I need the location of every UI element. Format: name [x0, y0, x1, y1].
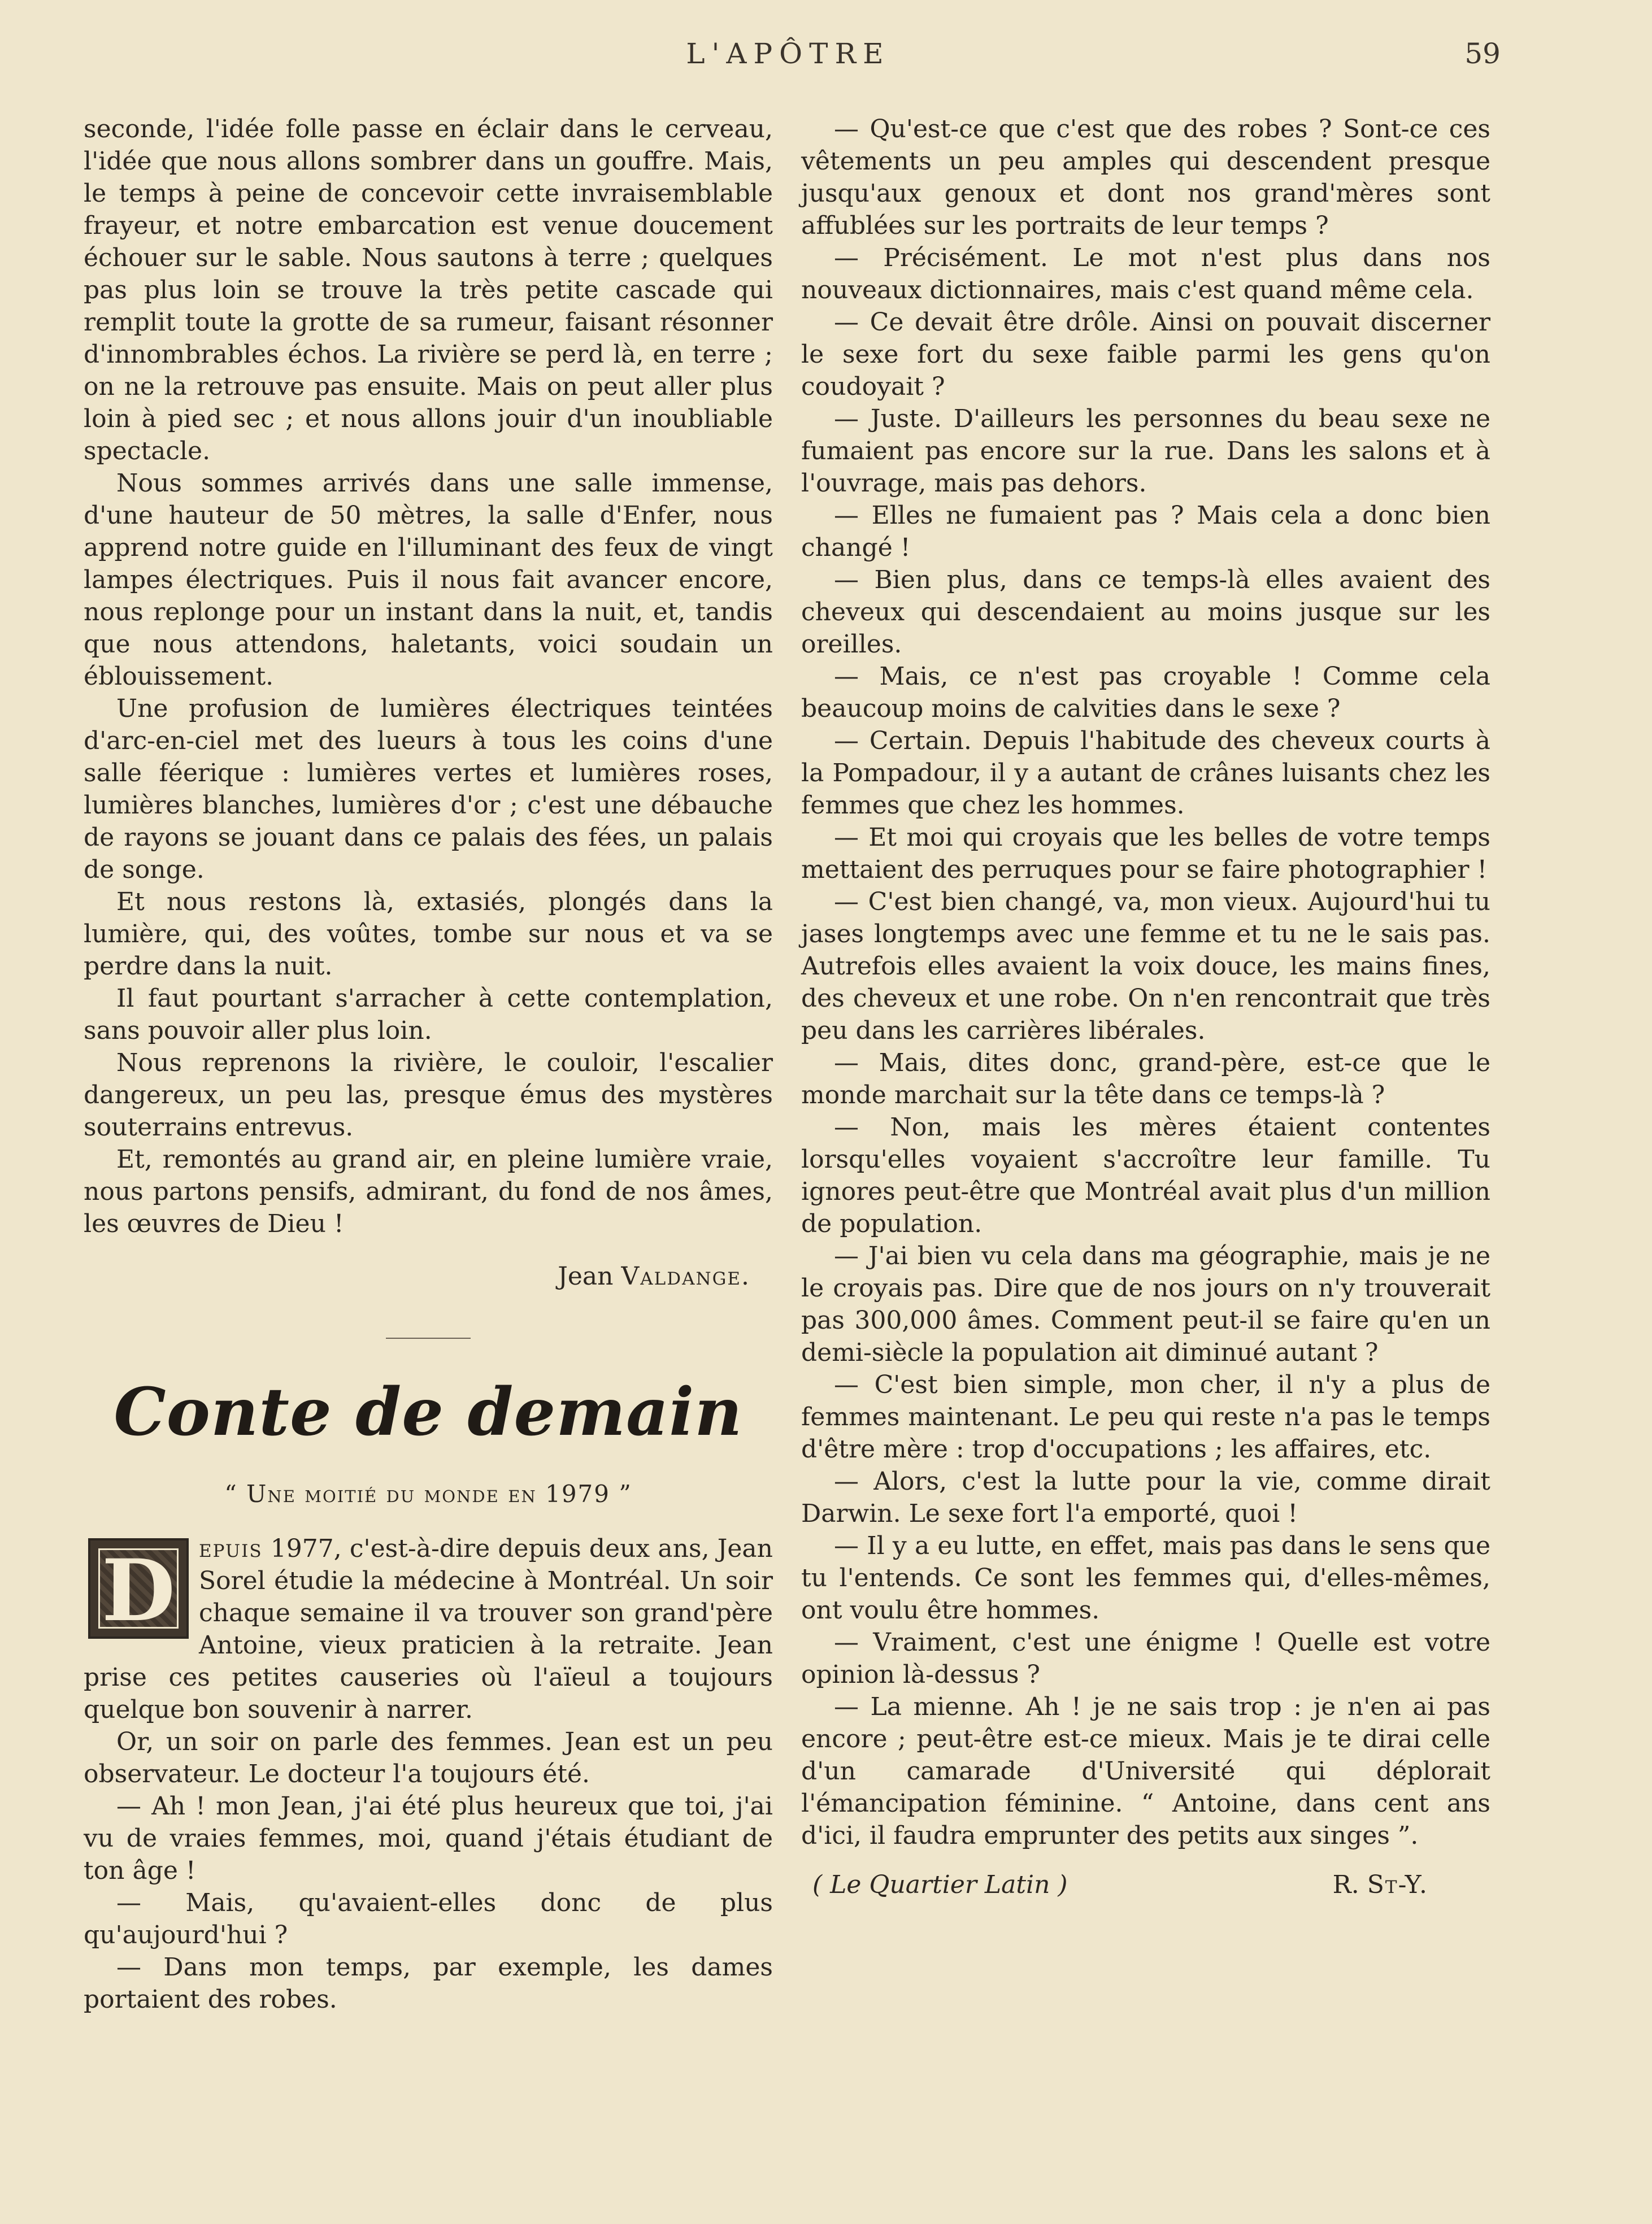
- dialogue-line: — Mais, dites donc, grand-père, est-ce que le monde marchait sur la tête dans ce temps-là ?: [801, 1048, 1490, 1109]
- dialogue-line: — Qu'est-ce que c'est que des robes ? Sont-ce ces vêtements un peu amples qui descendent presque jusqu'aux genoux et dont nos grand'mères sont affublées sur les portraits de leur temps ?: [801, 115, 1490, 240]
- story-section: [84, 1373, 773, 2016]
- dialogue-line: — Vraiment, c'est une énigme ! Quelle est votre opinion là-dessus ?: [801, 1628, 1490, 1689]
- dialogue-line: — Juste. D'ailleurs les personnes du beau sexe ne fumaient pas encore sur la rue. Dans les salons et à l'ouvrage, mais pas dehors.: [801, 404, 1490, 498]
- section-divider: [386, 1338, 471, 1339]
- story-author-last: St-Y.: [1367, 1870, 1428, 1899]
- author-first-name: Jean: [558, 1262, 614, 1291]
- article-paragraph: Et nous restons là, extasiés, plongés dans la lumière, qui, des voûtes, tombe sur nous et va se perdre dans la nuit.: [84, 887, 773, 981]
- dialogue-line: — Mais, ce n'est pas croyable ! Comme cela beaucoup moins de calvities dans le sexe ?: [801, 662, 1490, 723]
- story-author: [1333, 1869, 1428, 1901]
- article-signature: [84, 1260, 750, 1292]
- dialogue-line: — Ce devait être drôle. Ainsi on pouvait discerner le sexe fort du sexe faible parmi les gens qu'on coudoyait ?: [801, 308, 1490, 401]
- dialogue-line: — Dans mon temps, par exemple, les dames portaient des robes.: [84, 1953, 773, 2014]
- article-paragraph: Une profusion de lumières électriques teintées d'arc-en-ciel met des lueurs à tous les coins d'une salle féerique : lumières vertes et lumières roses, lumières blanches, lumières d'or ; c'est une débauche de rayons se jouant dans ce palais des fées, un palais de songe.: [84, 694, 773, 884]
- author-last-name: Valdange.: [621, 1262, 750, 1291]
- article-paragraph: Nous sommes arrivés dans une salle immense, d'une hauteur de 50 mètres, la salle d'Enfer, nous apprend notre guide en l'illuminant des feux de vingt lampes électriques. Puis il nous fait avancer encore, nous replonge pour un instant dans la nuit, et, tandis que nous attendons, haletants, voici soudain un éblouissement.: [84, 469, 773, 691]
- story-paragraph: [84, 1533, 773, 1726]
- article-paragraph: Nous reprenons la rivière, le couloir, l'escalier dangereux, un peu las, presque émus des mystères souterrains entrevus.: [84, 1048, 773, 1142]
- intro-smallcaps: epuis: [199, 1534, 263, 1563]
- article-paragraph: Et, remontés au grand air, en pleine lumière vraie, nous partons pensifs, admirant, du fond de nos âmes, les œuvres de Dieu !: [84, 1145, 773, 1238]
- dialogue-line: — Il y a eu lutte, en effet, mais pas dans le sens que tu l'entends. Ce sont les femmes qui, d'elles-mêmes, ont voulu être hommes.: [801, 1531, 1490, 1625]
- article-continuation: [84, 113, 773, 1292]
- story-paragraph: Or, un soir on parle des femmes. Jean est un peu observateur. Le docteur l'a toujours été.: [84, 1727, 773, 1788]
- dialogue-line: — Certain. Depuis l'habitude des cheveux courts à la Pompadour, il y a autant de crânes luisants chez les femmes que chez les hommes.: [801, 726, 1490, 820]
- story-author-first: R.: [1332, 1870, 1359, 1899]
- right-column: [801, 113, 1490, 1901]
- dialogue-line: — Non, mais les mères étaient contentes lorsqu'elles voyaient s'accroître leur famille. Tu ignores peut-être que Montréal avait plus d'un million de population.: [801, 1113, 1490, 1238]
- dialogue-line: — C'est bien changé, va, mon vieux. Aujourd'hui tu jases longtemps avec une femme et tu ne le sais pas. Autrefois elles avaient la voix douce, les mains fines, des cheveux et une robe. On n'en rencontrait que très peu dans les carrières libérales.: [801, 887, 1490, 1045]
- running-title: L'APÔTRE: [686, 37, 890, 70]
- dialogue-line: — Ah ! mon Jean, j'ai été plus heureux que toi, j'ai vu de vraies femmes, moi, quand j'étais étudiant de ton âge !: [84, 1792, 773, 1885]
- left-column: [84, 113, 773, 2016]
- intro-text: 1977, c'est-à-dire depuis deux ans, Jean Sorel étudie la médecine à Montréal. Un soir chaque semaine il va trouver son grand'père Antoine, vieux praticien à la retraite. Jean prise ces petites causeries où l'aïeul a toujours quelque bon souvenir à narrer.: [84, 1534, 773, 1724]
- dropcap-letter: D: [101, 1541, 176, 1640]
- dialogue-line: — Mais, qu'avaient-elles donc de plus qu'aujourd'hui ?: [84, 1888, 773, 1949]
- dialogue-line: — Précisément. Le mot n'est plus dans nos nouveaux dictionnaires, mais c'est quand même cela.: [801, 243, 1490, 304]
- article-paragraph: Il faut pourtant s'arracher à cette contemplation, sans pouvoir aller plus loin.: [84, 984, 773, 1045]
- article-paragraph: seconde, l'idée folle passe en éclair dans le cerveau, l'idée que nous allons sombrer dans un gouffre. Mais, le temps à peine de concevoir cette invraisemblable frayeur, et notre embarcation est venue doucement échouer sur le sable. Nous sautons à terre ; quelques pas plus loin se trouve la très petite cascade qui remplit toute la grotte de sa rumeur, faisant résonner d'innombrables échos. La rivière se perd là, en terre ; on ne la retrouve pas ensuite. Mais on peut aller plus loin à pied sec ; et nous allons jouir d'un inoubliable spectacle.: [84, 115, 773, 465]
- page-header: [0, 37, 1652, 77]
- dialogue-line: — Et moi qui croyais que les belles de votre temps mettaient des perruques pour se faire photographier !: [801, 823, 1490, 884]
- dropcap-ornament: [88, 1538, 189, 1639]
- story-credit: [801, 1869, 1490, 1901]
- story-title: Conte de demain: [114, 1374, 743, 1451]
- dialogue-line: — La mienne. Ah ! je ne sais trop : je n'en ai pas encore ; peut-être est-ce mieux. Mais je te dirai celle d'un camarade d'Université qui déplorait l'émancipation féminine. “ Antoine, dans cent ans d'ici, il faudra emprunter des petits aux singes ”.: [801, 1692, 1490, 1850]
- dialogue-line: — Alors, c'est la lutte pour la vie, comme dirait Darwin. Le sexe fort l'a emporté, quoi !: [801, 1467, 1490, 1528]
- page-number: 59: [1464, 37, 1501, 70]
- dialogue-line: — Elles ne fumaient pas ? Mais cela a donc bien changé !: [801, 501, 1490, 562]
- dialogue-line: — Bien plus, dans ce temps-là elles avaient des cheveux qui descendaient au moins jusque sur les oreilles.: [801, 565, 1490, 659]
- story-subtitle: “ Une moitié du monde en 1979 ”: [224, 1480, 632, 1508]
- dialogue-line: — C'est bien simple, mon cher, il n'y a plus de femmes maintenant. Le peu qui reste n'a pas le temps d'être mère : trop d'occupations ; les affaires, etc.: [801, 1370, 1490, 1464]
- dialogue-line: — J'ai bien vu cela dans ma géographie, mais je ne le croyais pas. Dire que de nos jours on n'y trouverait pas 300,000 âmes. Comment peut-il se faire qu'en un demi-siècle la population ait diminué autant ?: [801, 1242, 1490, 1367]
- story-source: ( Le Quartier Latin ): [812, 1870, 1068, 1899]
